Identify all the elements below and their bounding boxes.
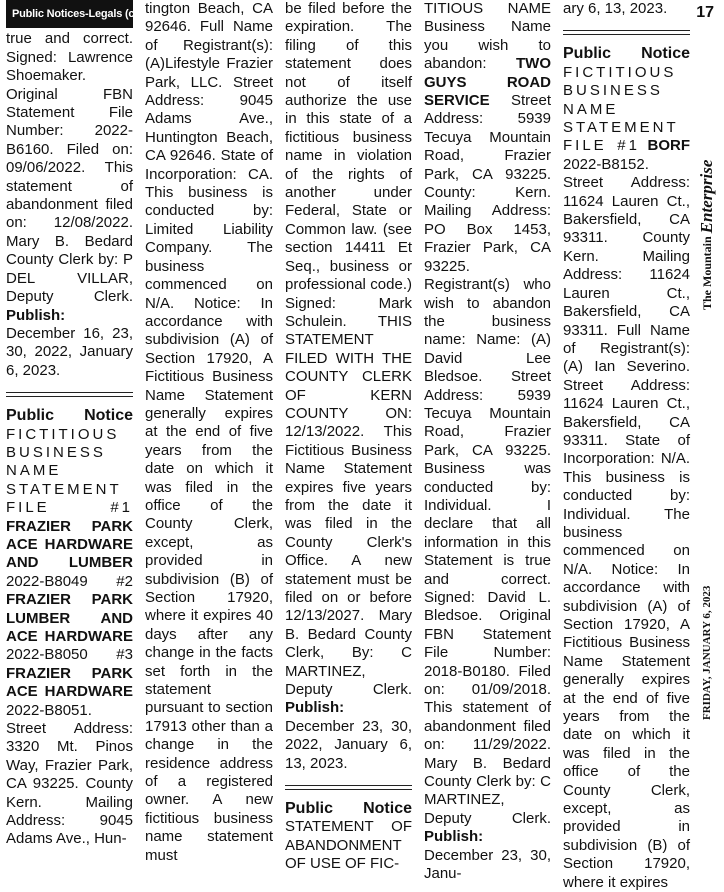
column-4	[424, 0, 551, 883]
notice-continuation-text: true and correct. Signed: Lawrence Shoemaker. Original FBN Statement File Number: 2022-B6160. Filed on: 09/06/2022. This statement of abandonment filed on: 12/08/2022. Mary B. Bedard County Clerk by: P DEL VILLAR, Deputy Clerk. Publish: December 16, 23, 30, 2022, January 6, 2023.	[6, 30, 133, 379]
masthead-logo: The Mountain Enterprise	[697, 160, 716, 311]
notice-body: TITIOUS NAME Business Name you wish to abandon: TWO GUYS ROAD SERVICE Street Address: 5939 Tecuya Mountain Road, Frazier Park, CA 93225. County: Kern. Mailing Address: PO Box 1453, Frazier Park, CA 93225. Registrant(s) who wish to abandon the business name: Name: (A) David Lee Bledsoe. Street Address: 5939 Tecuya Mountain Road, Frazier Park, CA 93225. Business was conducted by: Individual. I declare that all information in this Statement is true and correct. Signed: David L. Bledsoe. Original FBN Statement File Number: 2018-B0180. Filed on: 01/09/2018. This statement of abandonment filed on: 11/29/2022. Mary B. Bedard County Clerk by: C MARTINEZ, Deputy Clerk. Publish: December 23, 30, Janu-	[424, 0, 551, 883]
publication-sidebar	[696, 160, 718, 720]
column-3	[285, 0, 412, 873]
page-number: 17	[696, 4, 714, 21]
notice-body: FICTITIOUS BUSINESS NAME STATEMENT FILE #1 BORF 2022-B8152. Street Address: 11624 Lauren Ct., Bakersfield, CA 93311. County Kern. Mailing Address: 11624 Lauren Ct., Bakersfield, CA 93311. Full Name of Registrant(s): (A) Ian Severino. Street Address: 11624 Lauren Ct., Bakersfield, CA 93311. State of Incorporation: N/A. This business is conducted by: Individual. The business commenced on N/A. Notice: In accordance with subdivision (A) of Section 17920, A Fictitious Business Name Statement generally expires at the end of five years from the date on which it was filed in the office of the County Clerk, except, as provided in subdivision (B) of Section 17920, where it expires	[563, 63, 691, 891]
notice-body: FICTITIOUS BUSINESS NAME STATEMENT FILE #1 FRAZIER PARK ACE HARDWARE AND LUMBER 2022-B8049 #2 FRAZIER PARK LUMBER AND ACE HARDWARE 2022-B8050 #3 FRAZIER PARK ACE HARDWARE 2022-B8051. Street Address: 3320 Mt. Pinos Way, Frazier Park, CA 93225. County Kern. Mailing Address: 9045 Adams Ave., Hun-	[6, 425, 133, 848]
notice-continuation-text: ary 6, 13, 2023.	[563, 0, 668, 17]
notice-divider	[563, 30, 690, 35]
notice-divider	[285, 785, 412, 790]
notice-divider	[6, 392, 133, 397]
notice-body: tington Beach, CA 92646. Full Name of Registrant(s): (A)Lifestyle Frazier Park, LLC. Street Address: 9045 Adams Ave., Huntington Beach, CA 92646. State of Incorporation: CA. This business is conducted by: Limited Liability Company. The business commenced on N/A. Notice: In accordance with subdivision (A) of Section 17920, A Fictitious Business Name Statement generally expires at the end of five years from the date on which it was filed in the office of the County Clerk, except, as provided in subdivision (B) of Section 17920, where it expires 40 days after any change in the facts set forth in the statement pursuant to section 17913 other than a change in the residence address of a registered owner. A new fictitious business name statement must	[145, 0, 273, 864]
notice-body: be filed before the expiration. The filing of this statement does not of itself authorize the use in this state of a fictitious business name in violation of the rights of another under Federal, State or Common law. (see section 14411 Et Seq., business or professional code.) Signed: Mark Schulein. THIS STATEMENT FILED WITH THE COUNTY CLERK OF KERN COUNTY ON: 12/13/2022. This Fictitious Business Name Statement expires five years from the date it was filed in the County Clerk's Office. A new statement must be filed on or before 12/13/2027. Mary B. Bedard County Clerk, By: C MARTINEZ, Deputy Clerk. Publish: December 23, 30, 2022, January 6, 13, 2023.	[285, 0, 412, 772]
column-2	[145, 0, 273, 864]
column-1	[6, 0, 158, 852]
column-5	[563, 0, 691, 891]
date-line: FRIDAY, JANUARY 6, 2023	[701, 585, 713, 720]
notice-title: Public Notice	[6, 407, 133, 425]
notice-title: Public Notice	[563, 45, 690, 63]
section-header: Public Notices-Legals (cont.)	[6, 0, 133, 28]
notice-title: Public Notice	[285, 800, 412, 818]
notice-body: STATEMENT OF ABANDONMENT OF USE OF FIC-	[285, 818, 412, 873]
